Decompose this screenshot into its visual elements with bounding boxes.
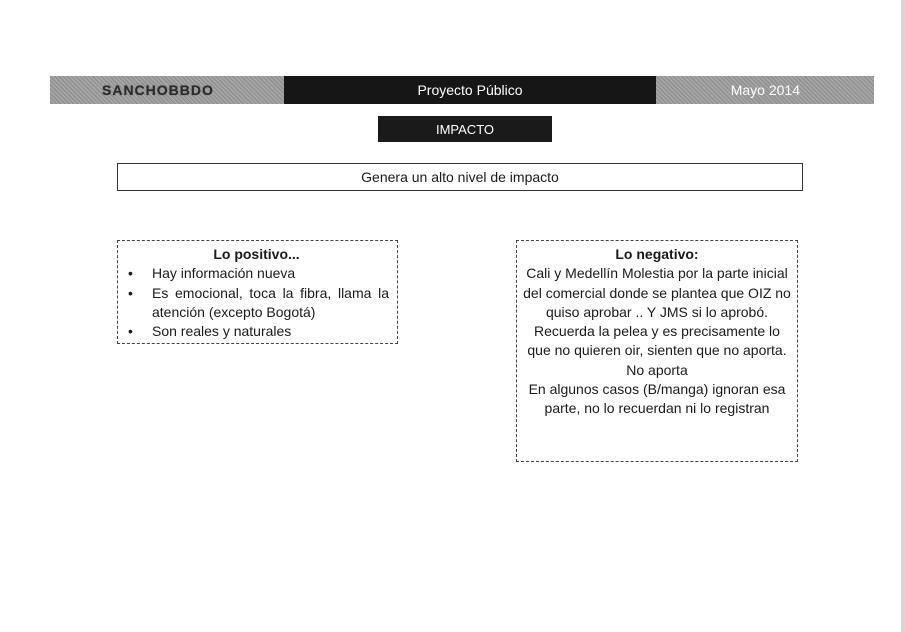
list-item-text: Es emocional, toca la fibra, llama la atención (excepto Bogotá)	[152, 284, 389, 320]
header-band	[50, 76, 874, 104]
negative-paragraph: Cali y Medellín Molestia por la parte inicial del comercial donde se plantea que OIZ no quiso aprobar .. Y JMS si lo aprobó. Recuerda la pelea y es precisamente lo que no quieren oir, sienten que no aporta.	[523, 265, 791, 359]
brand-logo: SANCHOBBDO	[102, 82, 214, 98]
page-edge	[901, 0, 905, 632]
positive-list	[124, 264, 389, 341]
positive-title: Lo positivo...	[213, 246, 300, 262]
negative-box	[516, 240, 798, 462]
bullet-icon: •	[128, 284, 133, 301]
list-item-text: Son reales y naturales	[152, 323, 292, 340]
negative-paragraph: No aporta	[626, 361, 688, 378]
list-item	[124, 264, 389, 283]
negative-paragraph: En algunos casos (B/manga) ignoran esa parte, no lo recuerdan ni lo registran	[528, 381, 786, 417]
header-title: Proyecto Público	[284, 76, 656, 104]
list-item	[124, 322, 389, 341]
list-item-text: Hay información nueva	[152, 265, 296, 282]
header-brand-cell	[50, 76, 284, 104]
positive-box	[117, 240, 398, 344]
summary-box: Genera un alto nivel de impacto	[117, 163, 803, 191]
section-tag: IMPACTO	[378, 116, 552, 142]
negative-title: Lo negativo:	[615, 246, 699, 262]
bullet-icon: •	[128, 323, 133, 340]
list-item	[124, 284, 389, 323]
header-date: Mayo 2014	[656, 76, 874, 104]
bullet-icon: •	[128, 265, 133, 282]
